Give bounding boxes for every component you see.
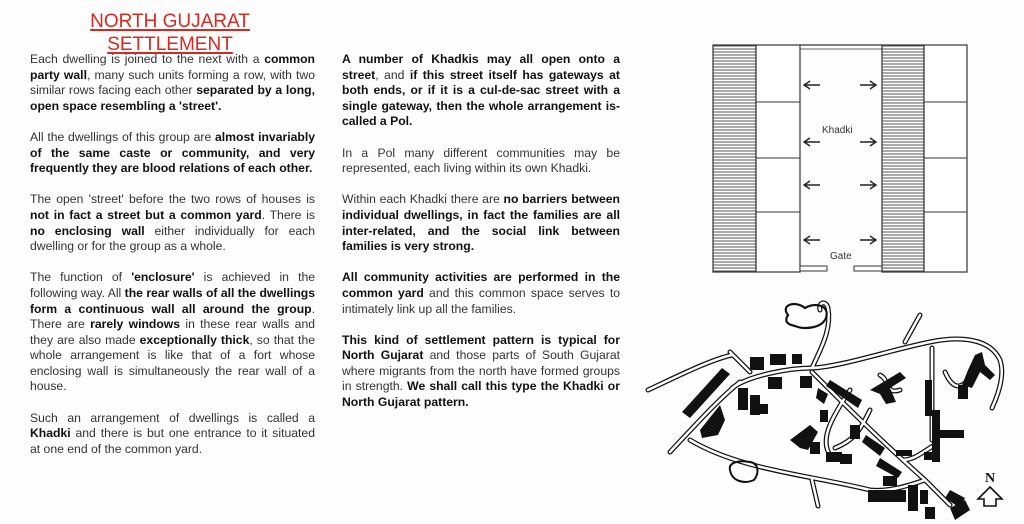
title-line-2: SETTLEMENT: [107, 34, 233, 55]
text: , so that the whole arrangement is like that of a fort whose enclosing wall is simultaneously the rear wall of a house.: [30, 332, 315, 394]
north-label: N: [985, 471, 996, 486]
paragraph: [30, 130, 315, 177]
text: and there is but one entrance to it situated at one end of the common yard.: [30, 426, 315, 456]
bold-text: separated by a long, open space resembling a 'street'.: [30, 83, 315, 113]
bold-text: This kind of settlement pattern is typical for North Gujarat: [342, 332, 620, 363]
paragraph: [342, 52, 620, 130]
left-dwelling-row: [756, 45, 800, 272]
title-line-1: NORTH GUJARAT: [90, 11, 250, 32]
bold-text: Khadki: [30, 426, 71, 441]
bold-text: if this street itself has gateways at both ends, or if it is a cul-de-sac street with a single gateway, then the whole arrangement is-called a Pol.: [342, 67, 620, 129]
right-dwelling-row: [924, 45, 967, 272]
bold-text: A number of Khadkis may all open onto a street: [342, 52, 620, 82]
khadki-label: Khadki: [822, 125, 853, 136]
access-arrows: [804, 81, 876, 244]
bold-text: 'enclosure': [131, 270, 195, 285]
bold-text: almost invariably of the same caste or community, and very frequently they are blood relations of each other.: [30, 129, 315, 176]
bold-text: the rear walls of all the dwellings form a continuous wall all around the group: [30, 285, 316, 316]
bold-text: not in fact a street but a common yard: [30, 207, 262, 222]
middle-text-column: [342, 52, 620, 426]
bold-text: common party wall: [30, 52, 315, 82]
text: In a Pol many different communities may be represented, each living within its own Khadki.: [342, 145, 620, 176]
paragraph: [30, 52, 315, 114]
gate-label: Gate: [830, 251, 852, 262]
paragraph: [342, 333, 620, 411]
bold-text: no barriers between individual dwellings, in fact the families are all inter-related, and the social link between families is very strong.: [342, 192, 620, 254]
left-text-column: [30, 52, 315, 473]
right-rear-wall: [882, 45, 924, 272]
paragraph: [342, 192, 620, 254]
text: All the dwellings of this group are: [30, 129, 216, 144]
khadki-plan-diagram: [700, 30, 980, 280]
paragraph: [30, 270, 315, 395]
bold-text: All community activities are performed in the common yard: [342, 270, 620, 300]
text: is achieved in the following way. All: [30, 270, 316, 300]
text: , and: [375, 67, 410, 82]
arrow-right-icon: [860, 81, 876, 89]
paragraph: [342, 270, 620, 317]
text: Such an arrangement of dwellings is called a: [30, 410, 315, 425]
arrow-left-icon: [804, 138, 820, 146]
text: and those parts of South Gujarat where migrants from the north have formed groups in strength.: [342, 348, 620, 394]
bold-text: We shall call this type the Khadki or North Gujarat pattern.: [342, 379, 620, 410]
paragraph: [342, 146, 620, 177]
north-arrow-icon: [978, 487, 1002, 506]
paragraph: [30, 192, 315, 254]
arrow-right-icon: [860, 181, 876, 189]
text: , many such units forming a row, with two similar rows facing each other: [30, 67, 315, 98]
text: in these rear walls and they are also made: [30, 317, 315, 347]
bold-text: rarely windows: [90, 317, 181, 332]
text: either individually for each dwelling or for the group as a whole.: [30, 223, 315, 254]
bold-text: exceptionally thick: [139, 332, 250, 347]
page-title: [60, 10, 280, 56]
settlement-map: [640, 280, 1024, 524]
courtyard: [800, 45, 882, 271]
bold-text: no enclosing wall: [30, 223, 145, 238]
arrow-left-icon: [804, 181, 820, 189]
north-arrow: [978, 471, 1002, 506]
text: Each dwelling is joined to the next with a: [30, 52, 265, 66]
arrow-left-icon: [804, 81, 820, 89]
arrow-right-icon: [860, 138, 876, 146]
paragraph: [30, 411, 315, 458]
text: and this common space serves to intimately link up all the families.: [342, 285, 620, 316]
arrow-right-icon: [860, 236, 876, 244]
text: Within each Khadki there are: [342, 192, 504, 207]
text: The function of: [30, 270, 132, 285]
text: . There is: [261, 207, 315, 222]
text: The open 'street' before the two rows of houses is: [30, 192, 315, 207]
left-rear-wall: [713, 45, 756, 272]
arrow-left-icon: [804, 236, 820, 244]
text: . There are: [30, 301, 315, 332]
